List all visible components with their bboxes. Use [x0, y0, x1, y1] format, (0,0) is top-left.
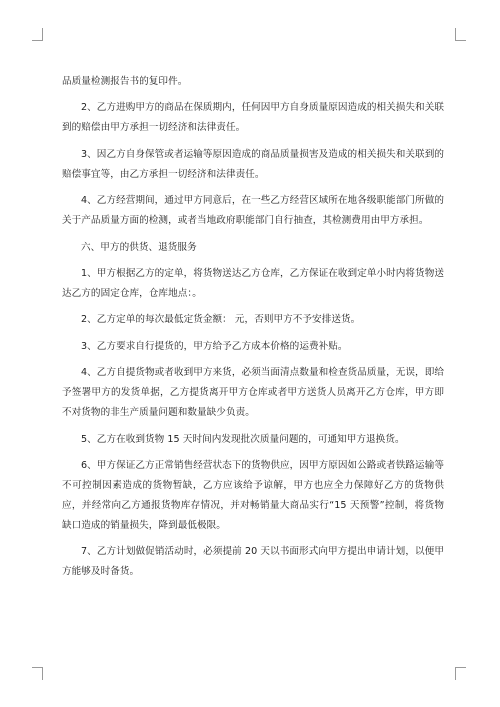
paragraph-supply-2: 2、乙方定单的每次最低定货金额： 元，否则甲方不予安排送货。 [81, 314, 361, 326]
document-body [62, 72, 444, 589]
crop-mark-bottom-right [455, 667, 466, 680]
paragraph-supply-7: 7、乙方计划做促销活动时，必须提前 20 天以书面形式向甲方提出申请计划，以便甲方能够及时备货。 [62, 546, 444, 578]
paragraph-supply-1: 1、甲方根据乙方的定单，将货物送达乙方仓库，乙方保证在收到定单小时内将货物送达乙方的固定仓库，仓库地点：。 [62, 267, 444, 299]
paragraph-supply-4: 4、乙方自提货物或者收到甲方来货，必须当面清点数量和检查货品质量，无误，即给予签署甲方的发货单据，乙方提货离开甲方仓库或者甲方送货人员离开乙方仓库，甲方即不对货物的非生产质量问题和数量缺少负责。 [62, 367, 444, 419]
crop-mark-top-right [455, 28, 466, 41]
paragraph-supply-6: 6、甲方保证乙方正常销售经营状态下的货物供应，因甲方原因如公路或者铁路运输等不可控制因素造成的货物暂缺，乙方应该给予谅解，甲方也应全力保障好乙方的货物供应，并经常向乙方通报货物库存情况，并对畅销量大商品实行“15 天预警”控制，将货物缺口造成的销量损失，降到最低极限。 [62, 459, 444, 531]
paragraph-clause-3: 3、因乙方自身保管或者运输等原因造成的商品质量损害及造成的相关损失和关联到的赔偿事宜等，由乙方承担一切经济和法律责任。 [62, 148, 444, 180]
paragraph-continuation: 品质量检测报告书的复印件。 [62, 76, 188, 87]
paragraph-supply-5: 5、乙方在收到货物 15 天时间内发现批次质量问题的，可通知甲方退换货。 [81, 433, 405, 445]
paragraph-clause-4: 4、乙方经营期间，通过甲方同意后，在一些乙方经营区域所在地各级职能部门所做的关于产品质量方面的检测，或者当地政府职能部门自行抽查，其检测费用由甲方承担。 [62, 195, 444, 227]
crop-mark-bottom-left [32, 667, 43, 680]
paragraph-clause-2: 2、乙方进购甲方的商品在保质期内，任何因甲方自身质量原因造成的相关损失和关联到的赔偿由甲方承担一切经济和法律责任。 [62, 102, 444, 134]
crop-mark-top-left [32, 28, 43, 41]
section-heading-supply-return: 六、甲方的供货、退货服务 [81, 241, 197, 253]
paragraph-supply-3: 3、乙方要求自行提货的，甲方给予乙方成本价格的运费补贴。 [81, 340, 348, 352]
